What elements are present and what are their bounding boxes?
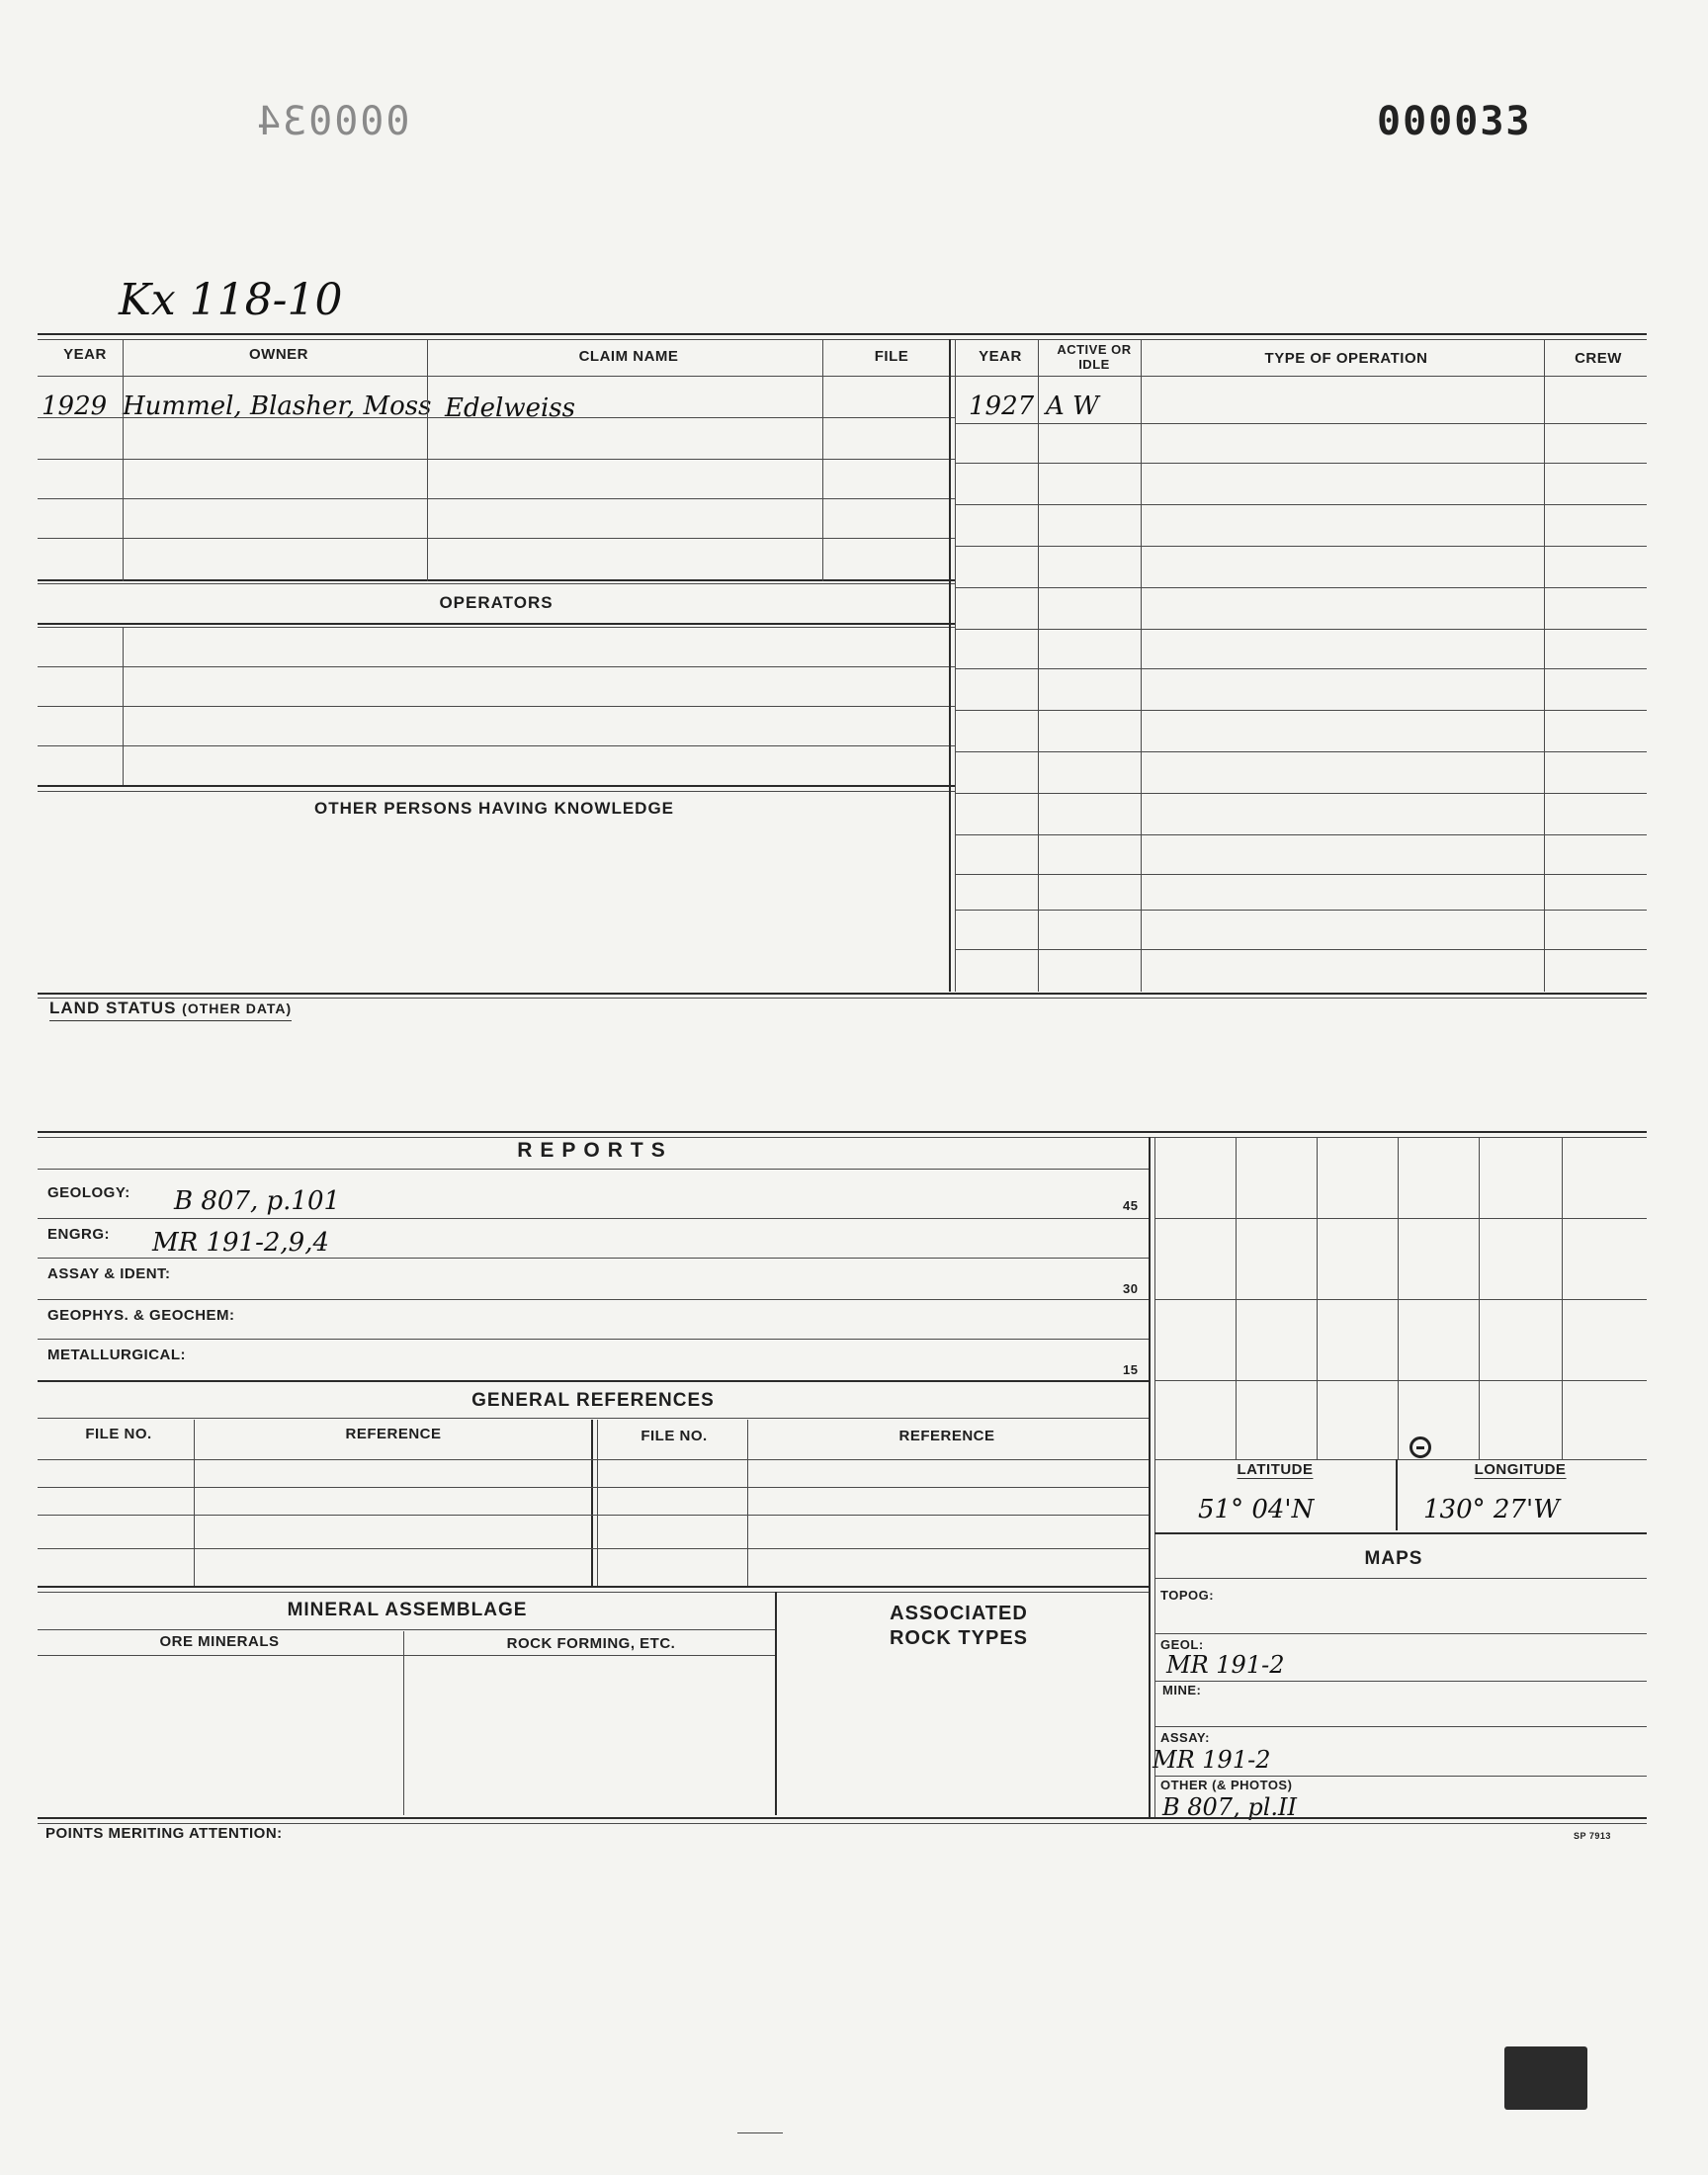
activity-crew-divider [1544,339,1545,992]
row-line [38,706,955,707]
reports-row-line [38,1339,1149,1340]
rock-forming-header: ROCK FORMING, ETC. [506,1635,676,1652]
operators-heading: OPERATORS [439,593,554,612]
scale-mark-45: 45 [1123,1198,1139,1213]
coordinates-bottom-border [1154,1532,1647,1534]
latitude-value: 51° 04'N [1198,1495,1315,1524]
grid-col [1562,1137,1563,1459]
row-line [38,627,955,628]
row-line [38,791,955,792]
stamp-number: 000033 [1377,99,1532,144]
row-line [38,583,955,584]
grid-row [1154,1459,1647,1460]
activity-status-value: A W [1046,392,1099,421]
geology-value: B 807, p.101 [174,1186,341,1216]
maps-heading-underline [1154,1578,1647,1579]
other-persons-heading: OTHER PERSONS HAVING KNOWLEDGE [313,799,675,818]
row-line [38,623,955,625]
maps-row-line [1154,1726,1647,1727]
header-year: YEAR [63,346,107,363]
file-no-header-2: FILE NO. [640,1428,708,1444]
longitude-value: 130° 27'W [1423,1495,1560,1524]
grid-row [1154,1299,1647,1300]
grid-col [1317,1137,1318,1459]
genref-divider [747,1420,748,1586]
activity-row-line [955,834,1647,835]
maps-row-line [1154,1633,1647,1634]
genref-bottom-border-2 [38,1592,1149,1593]
scale-mark-30: 30 [1123,1281,1139,1296]
lat-long-divider [1396,1459,1398,1530]
activity-row-line [955,751,1647,752]
genref-row-line [38,1548,1149,1549]
assay-ident-label: ASSAY & IDENT: [47,1265,171,1282]
header-active-or-idle: ACTIVE OR IDLE [1057,342,1132,372]
row-line [38,538,955,539]
metallurgical-label: METALLURGICAL: [47,1347,187,1363]
mine-label: MINE: [1162,1683,1202,1697]
row-line [38,785,955,787]
reports-top-border-2 [38,1137,1647,1138]
mineral-header-underline [38,1655,777,1656]
associated-rock-types-heading: ASSOCIATED ROCK TYPES [889,1603,1029,1649]
claim-name-value: Edelweiss [445,393,575,423]
header-type-of-operation: TYPE OF OPERATION [1264,350,1428,367]
longitude-label: LONGITUDE [1474,1461,1567,1478]
engrg-label: ENGRG: [47,1226,110,1243]
genref-divider [194,1420,195,1586]
scale-mark-15: 15 [1123,1362,1139,1377]
engrg-value: MR 191-2,9,4 [152,1228,330,1258]
form-code: SP 7913 [1574,1831,1611,1841]
activity-row-line [955,423,1647,424]
activity-year-value: 1927 [969,392,1035,421]
row-line [38,459,955,460]
genref-bottom-border [38,1586,1149,1588]
mineral-divider [403,1631,404,1815]
reports-heading: REPORTS [517,1139,673,1162]
reports-row-line [38,1299,1149,1300]
maps-row-line [1154,1681,1647,1682]
reports-heading-underline [38,1169,1149,1170]
col-year-divider [123,339,124,581]
file-reference: Kx 118-10 [119,275,343,325]
activity-row-line [955,629,1647,630]
row-line [38,579,955,581]
geophys-label: GEOPHYS. & GEOCHEM: [47,1307,235,1324]
activity-row-line [955,463,1647,464]
maps-heading: MAPS [1364,1548,1423,1569]
latitude-label: LATITUDE [1237,1461,1314,1478]
claim-year-value: 1929 [42,392,108,421]
activity-year-divider [1038,339,1039,992]
points-meriting-label: POINTS MERITING ATTENTION: [45,1825,283,1842]
reports-row-line [38,1218,1149,1219]
header-underline [38,376,1647,377]
header-owner: OWNER [249,346,308,363]
points-top-border [38,1817,1647,1819]
mineral-right-border [775,1592,777,1815]
activity-status-divider [1141,339,1142,992]
assay-value: MR 191-2 [1153,1746,1271,1774]
genref-row-line [38,1459,1149,1460]
genref-row-line [38,1487,1149,1488]
header-claim-name: CLAIM NAME [578,348,679,365]
operators-year-divider [123,627,124,785]
activity-row-line [955,793,1647,794]
header-crew: CREW [1575,350,1622,367]
activity-row-line [955,668,1647,669]
reports-row-line [38,1258,1149,1259]
geol-label: GEOL: [1160,1637,1204,1652]
land-status-heading [49,999,292,1021]
points-top-border-2 [38,1823,1647,1824]
row-line [38,666,955,667]
activity-row-line [955,587,1647,588]
land-status-sublabel: (OTHER DATA) [182,1000,293,1016]
bottom-dash [737,2132,783,2133]
other-photos-label: OTHER (& PHOTOS) [1160,1778,1293,1792]
top-border-2 [38,339,1647,340]
land-status-top-border [38,993,1647,995]
general-references-top-border [38,1380,1149,1382]
general-references-underline [38,1418,1149,1419]
other-photos-value: B 807, pl.II [1162,1793,1297,1821]
activity-row-line [955,910,1647,911]
activity-left-border [949,339,951,992]
activity-left-border-2 [955,339,956,992]
reports-top-border [38,1131,1647,1133]
grid-col [1479,1137,1480,1459]
mineral-assemblage-heading: MINERAL ASSEMBLAGE [287,1600,528,1620]
row-line [38,498,955,499]
mineral-heading-underline [38,1629,777,1630]
header-activity-year: YEAR [979,348,1022,365]
file-no-header-1: FILE NO. [85,1426,152,1442]
geology-label: GEOLOGY: [47,1184,130,1201]
activity-row-line [955,874,1647,875]
activity-row-line [955,710,1647,711]
activity-row-line [955,504,1647,505]
top-border [38,333,1647,335]
header-file: FILE [874,348,909,365]
maps-row-line [1154,1776,1647,1777]
genref-center-divider [591,1420,593,1586]
genref-divider [597,1420,598,1586]
geol-value: MR 191-2 [1166,1651,1285,1679]
assay-label: ASSAY: [1160,1730,1210,1745]
row-line [38,417,955,418]
general-references-heading: GENERAL REFERENCES [471,1390,715,1411]
claim-owner-value: Hummel, Blasher, Moss [123,392,432,421]
dark-corner-mark [1504,2046,1587,2110]
col-claim-divider [822,339,823,581]
ore-minerals-header: ORE MINERALS [159,1633,280,1650]
col-owner-divider [427,339,428,581]
grid-col [1236,1137,1237,1459]
right-block-border [1149,1137,1151,1819]
right-block-border-2 [1154,1137,1155,1819]
row-line [38,745,955,746]
reference-header-2: REFERENCE [898,1428,995,1444]
activity-row-line [955,546,1647,547]
land-status-label: LAND STATUS [49,999,177,1017]
grid-row [1154,1380,1647,1381]
location-marker-icon [1409,1436,1431,1458]
reference-header-1: REFERENCE [345,1426,442,1442]
topog-label: TOPOG: [1160,1588,1215,1603]
grid-col [1398,1137,1399,1459]
grid-row [1154,1218,1647,1219]
activity-row-line [955,949,1647,950]
ghost-stamp-number: 000034 [255,99,410,144]
genref-row-line [38,1515,1149,1516]
